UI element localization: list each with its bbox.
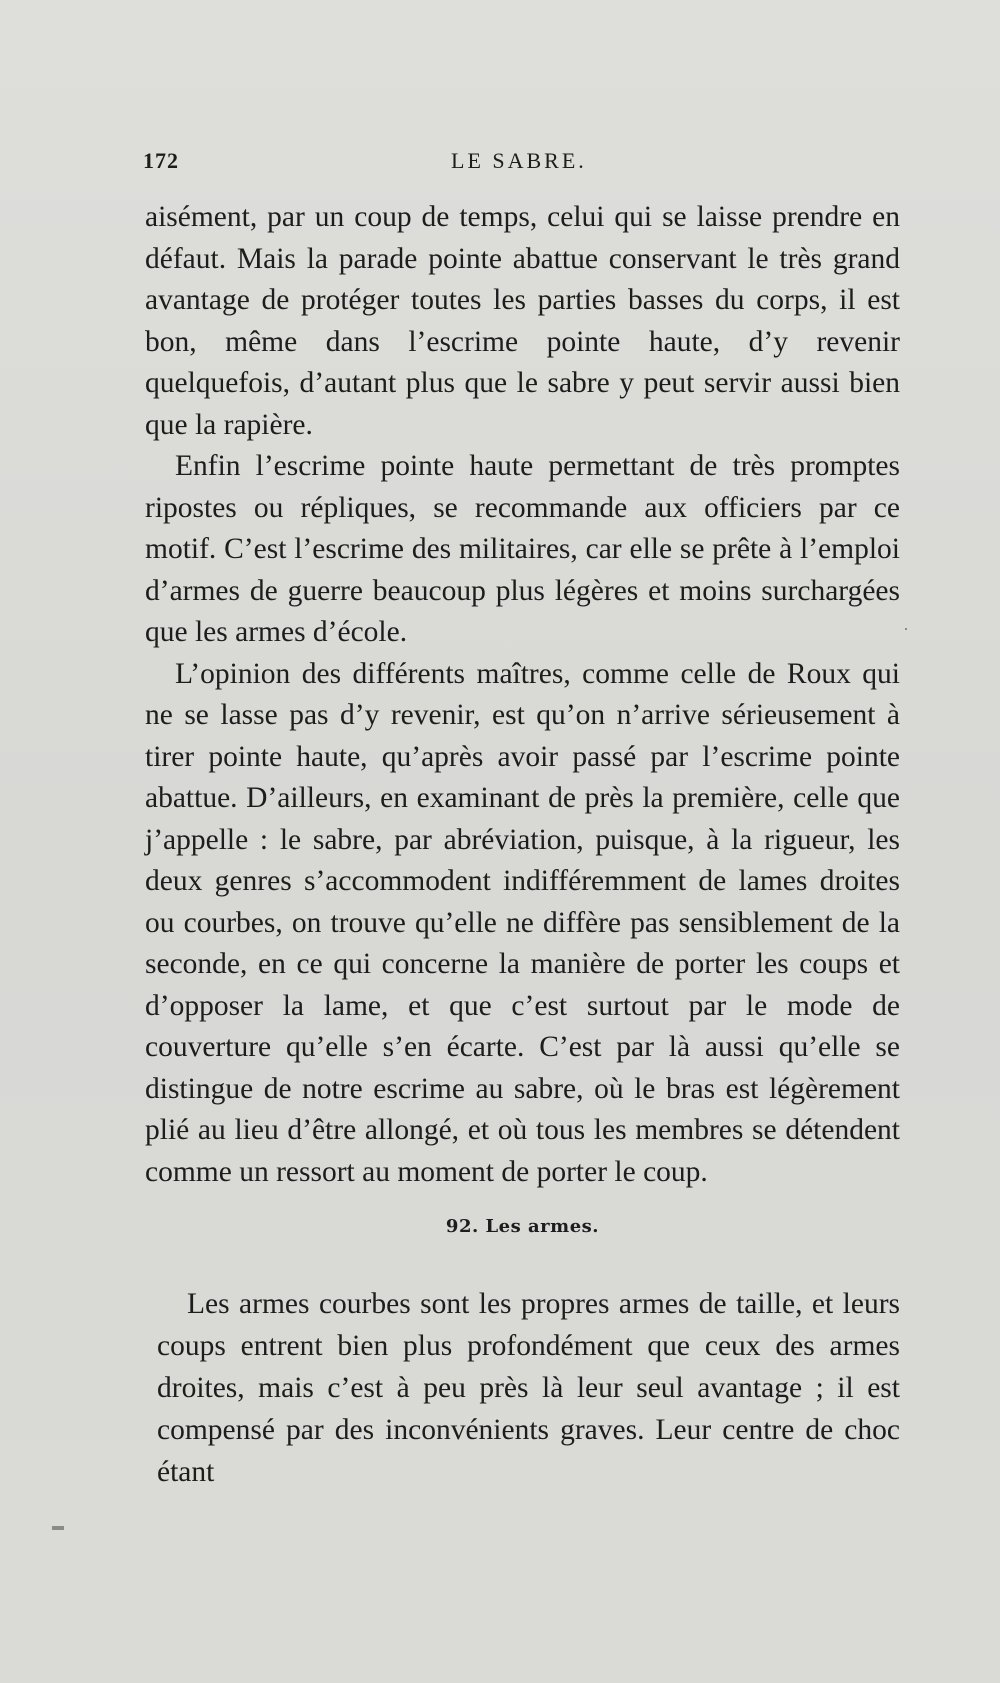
print-speck: [905, 628, 907, 630]
body-text: [145, 197, 900, 1193]
page-number: 172: [143, 148, 179, 173]
paragraph-1: aisément, par un coup de temps, celui qui se laisse prendre en défaut. Mais la parade pointe abattue conservant le très grand avantage de protéger toutes les parties basses du corps, il est bon, même dans l’escrime pointe haute, d’y revenir quelquefois, d’autant plus que le sabre y peut servir aussi bien que la rapière.: [145, 201, 900, 441]
section-heading: 92. Les armes.: [445, 1216, 600, 1237]
paragraph-2: Enfin l’escrime pointe haute permettant de très promptes ripostes ou répliques, se recommande aux officiers par ce motif. C’est l’escrime des militaires, car elle se prête à l’emploi d’armes de guerre beaucoup plus légères et moins surchargées que les armes d’école.: [145, 450, 900, 648]
section-paragraph: Les armes courbes sont les propres armes de taille, et leurs coups entrent bien plus profondément que ceux des armes droites, mais c’est à peu près là leur seul avantage ; il est compensé par des inconvénients graves. Leur centre de choc étant: [157, 1288, 900, 1488]
page-header: [143, 148, 903, 178]
print-speck: [52, 1526, 64, 1530]
paragraph-3: L’opinion des différents maîtres, comme celle de Roux qui ne se lasse pas d’y revenir, est qu’on n’arrive sérieusement à tirer pointe haute, qu’après avoir passé par l’escrime pointe abattue. D’ailleurs, en examinant de près la première, celle que j’appelle : le sabre, par abréviation, puisque, à la rigueur, les deux genres s’accommodent indifféremment de lames droites ou courbes, on trouve qu’elle ne diffère pas sensiblement de la seconde, en ce qui concerne la manière de porter les coups et d’opposer la lame, et que c’est surtout par le mode de couverture qu’elle s’en écarte. C’est par là aussi qu’elle se distingue de notre escrime au sabre, où le bras est légèrement plié au lieu d’être allongé, et où tous les membres se détendent comme un ressort au moment de porter le coup.: [145, 657, 900, 1188]
section-body: [157, 1283, 900, 1493]
running-title: LE SABRE.: [451, 148, 587, 173]
